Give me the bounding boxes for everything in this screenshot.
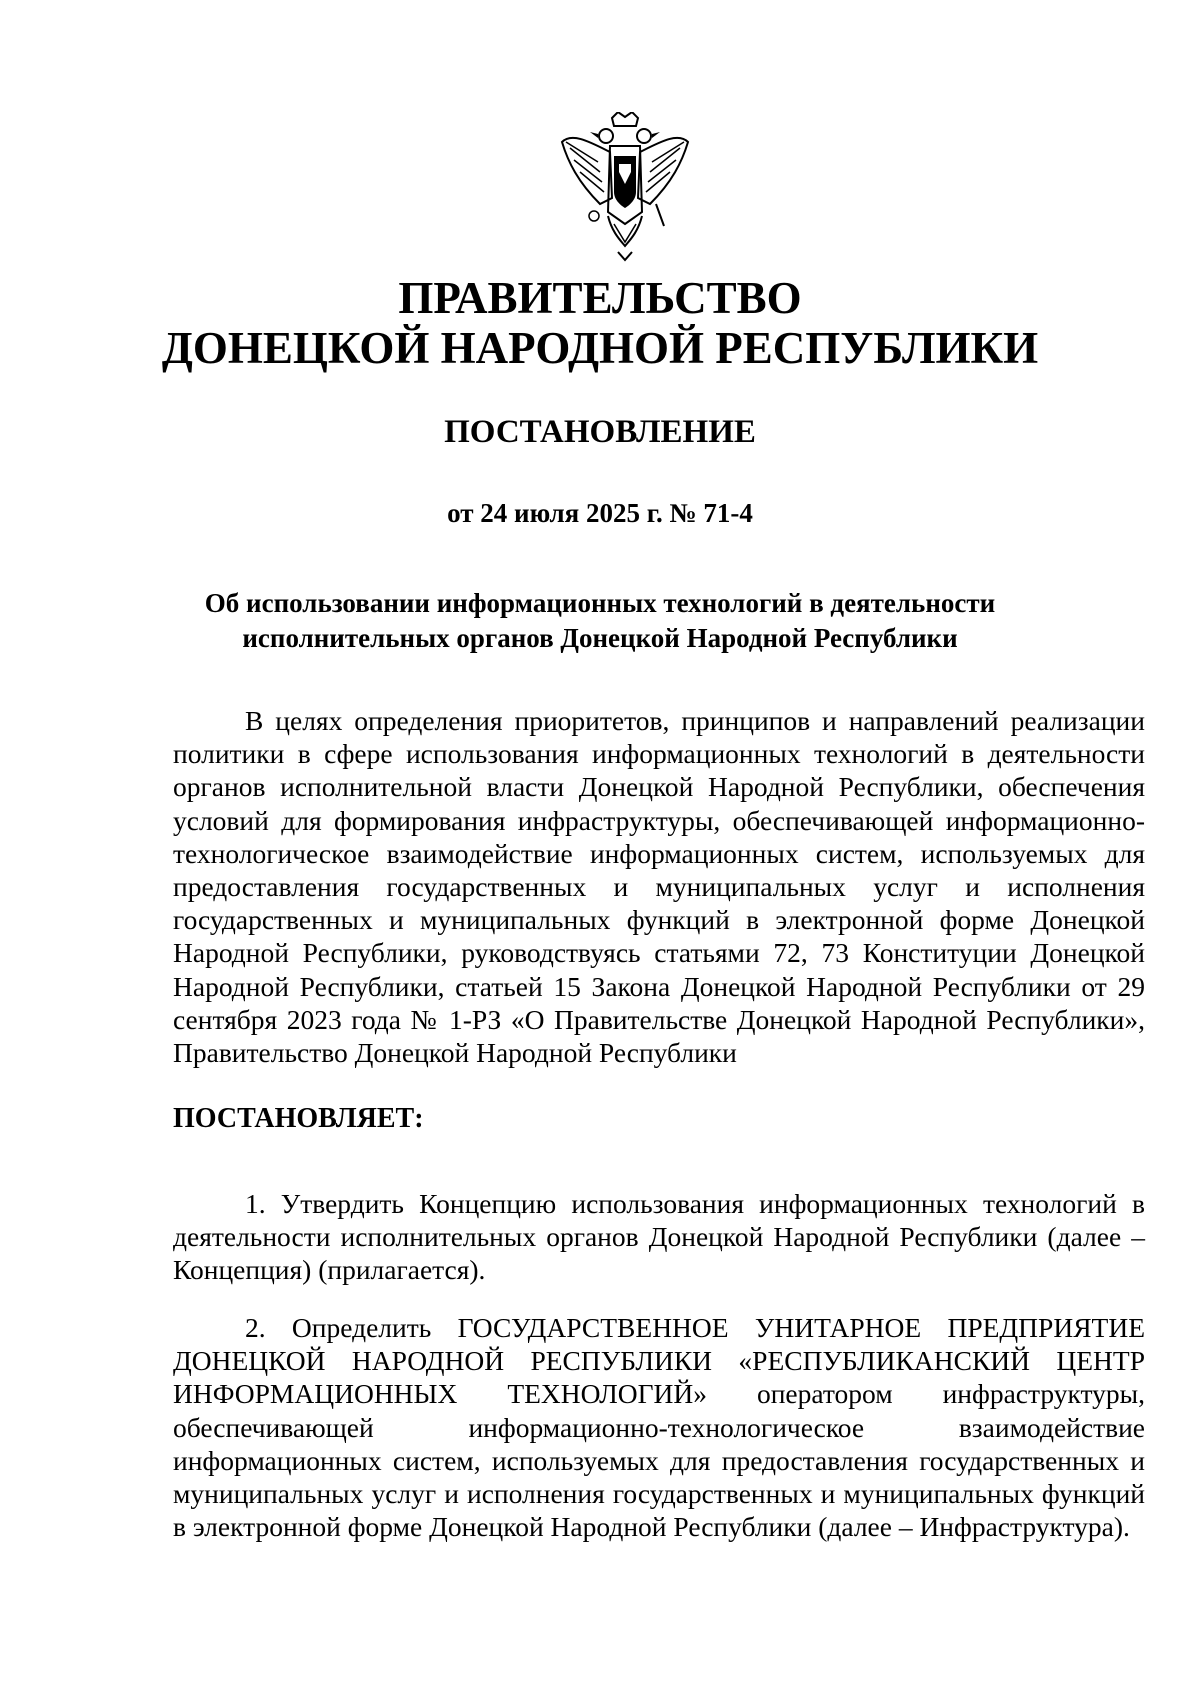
document-subject: [0, 586, 1200, 656]
government-title-line2: ДОНЕЦКОЙ НАРОДНОЙ РЕСПУБЛИКИ: [161, 323, 1039, 373]
coat-of-arms-icon: [560, 112, 690, 262]
government-title-line1: ПРАВИТЕЛЬСТВО: [398, 273, 802, 323]
preamble-paragraph: В целях определения приоритетов, принципов и направлений реализации политики в сфере использования информационных технологий в деятельности органов исполнительной власти Донецкой Народной Республики, обеспечения условий для формирования инфраструктуры, обеспечивающей информационно-технологическое взаимодействие информационных систем, используемых для предоставления государственных и муниципальных услуг и исполнения государственных и муниципальных функций в электронной форме Донецкой Народной Республики, руководствуясь статьями 72, 73 Конституции Донецкой Народной Республики, статьей 15 Закона Донецкой Народной Республики от 29 сентября 2023 года № 1-РЗ «О Правительстве Донецкой Народной Республики», Правительство Донецкой Народной Республики: [173, 705, 1145, 1069]
item-1-paragraph: 1. Утвердить Концепцию использования информационных технологий в деятельности исполнительных органов Донецкой Народной Республики (далее – Концепция) (прилагается).: [173, 1188, 1145, 1286]
document-type: ПОСТАНОВЛЕНИЕ: [444, 414, 756, 450]
subject-line2: исполнительных органов Донецкой Народной Республики: [242, 623, 958, 653]
item-2-paragraph: 2. Определить ГОСУДАРСТВЕННОЕ УНИТАРНОЕ ПРЕДПРИЯТИЕ ДОНЕЦКОЙ НАРОДНОЙ РЕСПУБЛИКИ «РЕСПУБЛИКАНСКИЙ ЦЕНТР ИНФОРМАЦИОННЫХ ТЕХНОЛОГИЙ» оператором инфраструктуры, обеспечивающей информационно-технологическое взаимодействие информационных систем, используемых для предоставления государственных и муниципальных услуг и исполнения государственных и муниципальных функций в электронной форме Донецкой Народной Республики (далее – Инфраструктура).: [173, 1312, 1145, 1543]
date-number: от 24 июля 2025 г. № 71-4: [447, 498, 753, 528]
resolves-heading: ПОСТАНОВЛЯЕТ:: [173, 1103, 424, 1134]
subject-line1: Об использовании информационных технологий в деятельности: [204, 588, 996, 618]
